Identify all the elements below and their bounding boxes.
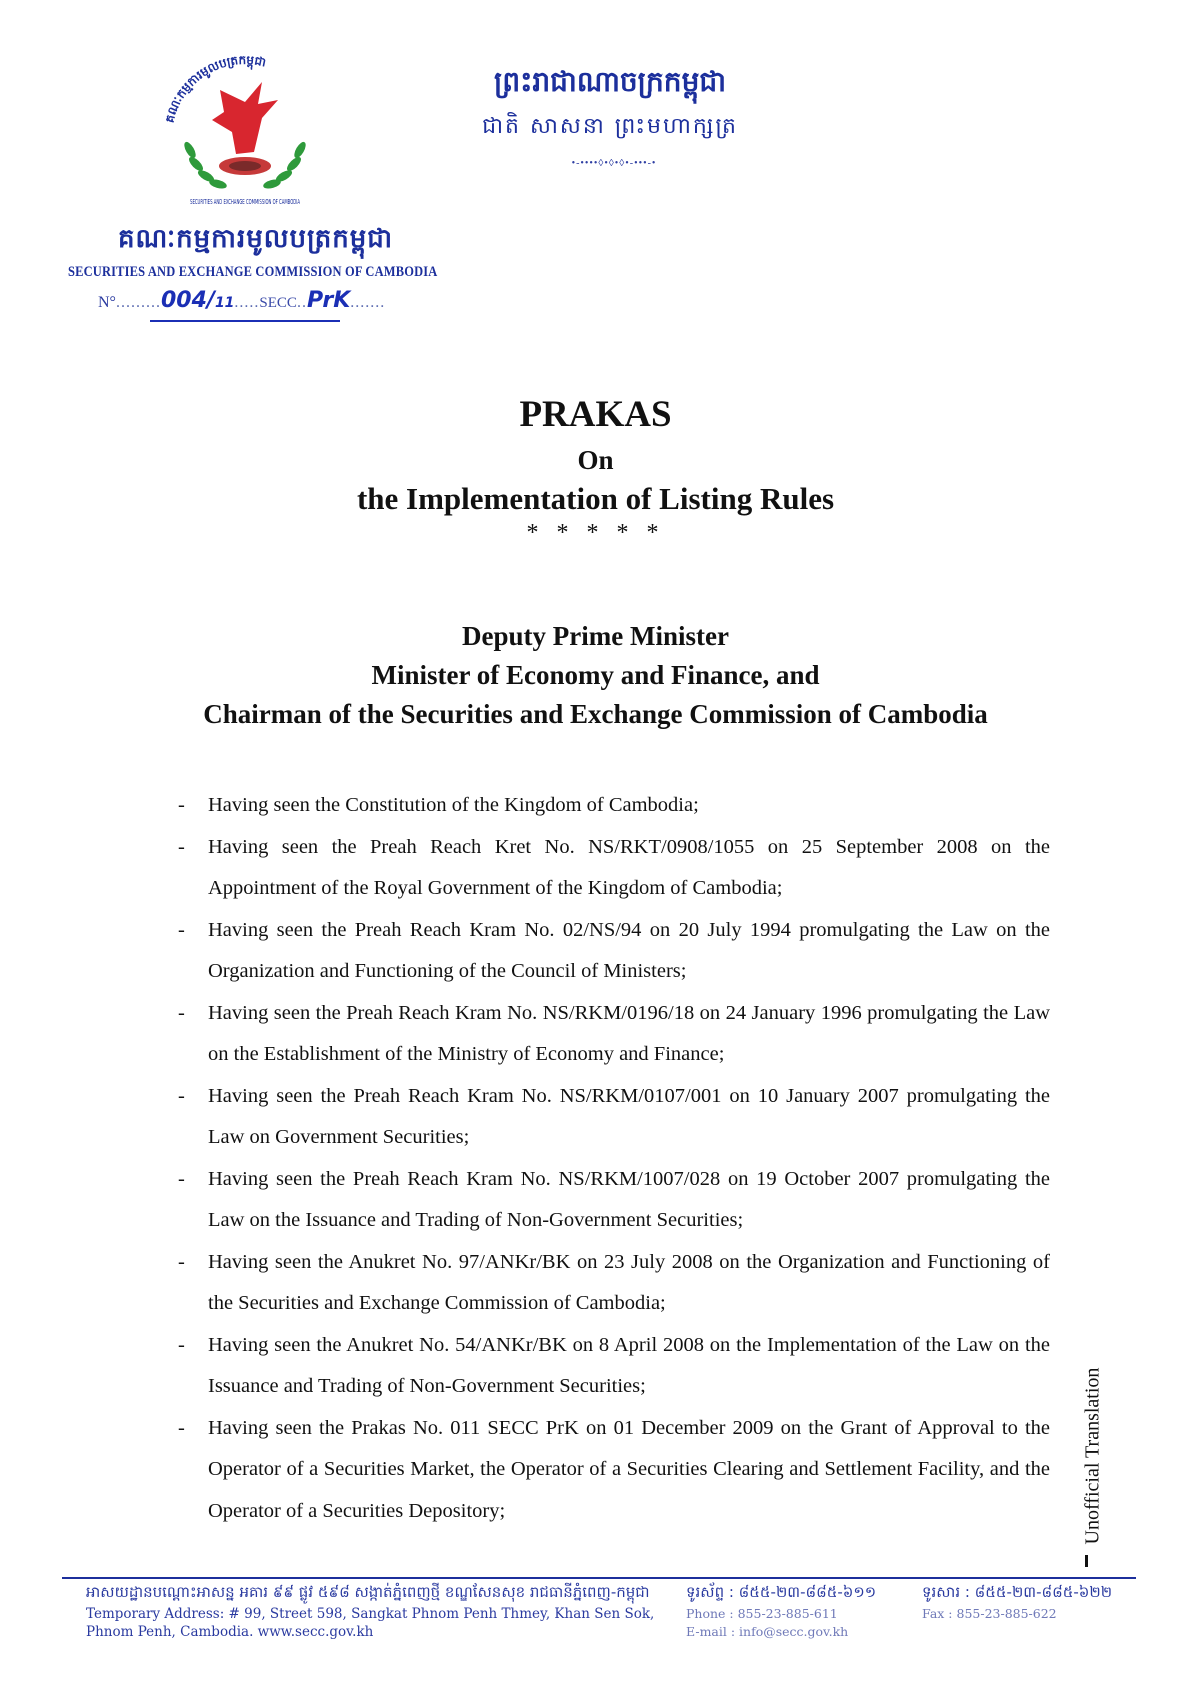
issuer-line-1: Deputy Prime Minister bbox=[462, 621, 729, 651]
side-note-bar bbox=[1085, 1555, 1088, 1567]
footer-fax: Fax : 855-23-885-622 bbox=[922, 1606, 1057, 1621]
ornament-divider: •-••••◊•◊•◊•-•••-• bbox=[571, 158, 657, 169]
ref-prefix: N° bbox=[98, 294, 116, 311]
reference-number: N°.........004/11.....SECC..PrK....... bbox=[98, 288, 386, 313]
recital-item: - Having seen the Preah Reach Kram No. NS/RKM/0107/001 on 10 January 2007 promulgating the Law on Government Securities; bbox=[178, 1076, 1050, 1159]
footer-divider bbox=[62, 1577, 1136, 1579]
recital-item: - Having seen the Preah Reach Kret No. NS/RKT/0908/1055 on 25 September 2008 on the Appointment of the Royal Government of the Kingdom of Cambodia; bbox=[178, 827, 1050, 910]
footer-email: E-mail : info@secc.gov.kh bbox=[686, 1624, 849, 1639]
ref-underline bbox=[150, 320, 340, 322]
unofficial-translation-label: Unofficial Translation bbox=[1081, 1367, 1104, 1545]
national-motto: ជាតិ សាសនា ព្រះមហាក្សត្រ bbox=[482, 114, 738, 139]
recitals-list bbox=[178, 785, 1050, 1532]
recital-item: - Having seen the Constitution of the Kingdom of Cambodia; bbox=[178, 785, 1050, 827]
secc-logo bbox=[150, 42, 340, 217]
footer-address-line-2: Phnom Penh, Cambodia. www.secc.gov.kh bbox=[86, 1624, 374, 1640]
org-name-english: SECURITIES AND EXCHANGE COMMISSION OF CAMBODIA bbox=[68, 264, 438, 280]
svg-text:គណៈកម្មការមូលបត្រកម្ពុជា: គណៈកម្មការមូលបត្រកម្ពុជា bbox=[162, 52, 268, 125]
ref-suffix: PrK bbox=[306, 288, 351, 313]
title-separator: * * * * * bbox=[526, 520, 665, 546]
recital-item: - Having seen the Preah Reach Kram No. NS/RKM/1007/028 on 19 October 2007 promulgating the Law on the Issuance and Trading of Non-Government Securities; bbox=[178, 1159, 1050, 1242]
recital-item: - Having seen the Prakas No. 011 SECC PrK on 01 December 2009 on the Grant of Approval to the Operator of a Securities Market, the Operator of a Securities Clearing and Settlement Facility, and the Operator of a Securities Depository; bbox=[178, 1408, 1050, 1533]
document-title: PRAKAS bbox=[519, 394, 672, 435]
recital-item: - Having seen the Preah Reach Kram No. NS/RKM/0196/18 on 24 January 1996 promulgating the Law on the Establishment of the Ministry of Economy and Finance; bbox=[178, 993, 1050, 1076]
title-on: On bbox=[577, 445, 614, 475]
recital-item: - Having seen the Preah Reach Kram No. 02/NS/94 on 20 July 1994 promulgating the Law on the Organization and Functioning of the Council of Ministers; bbox=[178, 910, 1050, 993]
ref-number: 004 bbox=[160, 288, 207, 313]
svg-text:SECURITIES AND EXCHANGE COMMIS: SECURITIES AND EXCHANGE COMMISSION OF CAMBODIA bbox=[190, 198, 301, 206]
issuer-line-2: Minister of Economy and Finance, and bbox=[371, 660, 820, 690]
footer-address-line-1: Temporary Address: # 99, Street 598, Sangkat Phnom Penh Thmey, Khan Sen Sok, bbox=[86, 1606, 655, 1622]
footer-fax-khmer: ទូរសារ : ៨៥៥-២៣-៨៨៥-៦២២ bbox=[922, 1583, 1113, 1601]
org-name-khmer: គណៈកម្មការមូលបត្រកម្ពុជា bbox=[118, 224, 393, 253]
recital-item: - Having seen the Anukret No. 54/ANKr/BK on 8 April 2008 on the Implementation of the Law on the Issuance and Trading of Non-Government Securities; bbox=[178, 1325, 1050, 1408]
footer-phone: Phone : 855-23-885-611 bbox=[686, 1606, 838, 1621]
recital-item: - Having seen the Anukret No. 97/ANKr/BK on 23 July 2008 on the Organization and Functioning of the Securities and Exchange Commission of Cambodia; bbox=[178, 1242, 1050, 1325]
footer-address-khmer: អាសយដ្ឋានបណ្តោះអាសន្ន អគារ ៩៩ ផ្លូវ ៥៩៨ សង្កាត់ភ្នំពេញថ្មី ខណ្ឌសែនសុខ រាជធានីភ្នំពេញ-កម្ពុជា bbox=[86, 1583, 650, 1601]
issuer-line-3: Chairman of the Securities and Exchange Commission of Cambodia bbox=[203, 699, 988, 729]
ref-label: SECC bbox=[259, 295, 297, 311]
ref-year: 11 bbox=[214, 295, 235, 311]
footer-phone-khmer: ទូរស័ព្ទ : ៨៥៥-២៣-៨៨៥-៦១១ bbox=[686, 1583, 877, 1601]
side-note bbox=[1078, 1344, 1108, 1568]
secc-emblem-icon bbox=[150, 42, 340, 217]
kingdom-title: ព្រះរាជាណាចក្រកម្ពុជា bbox=[493, 65, 726, 98]
document-subject: the Implementation of Listing Rules bbox=[356, 481, 835, 516]
